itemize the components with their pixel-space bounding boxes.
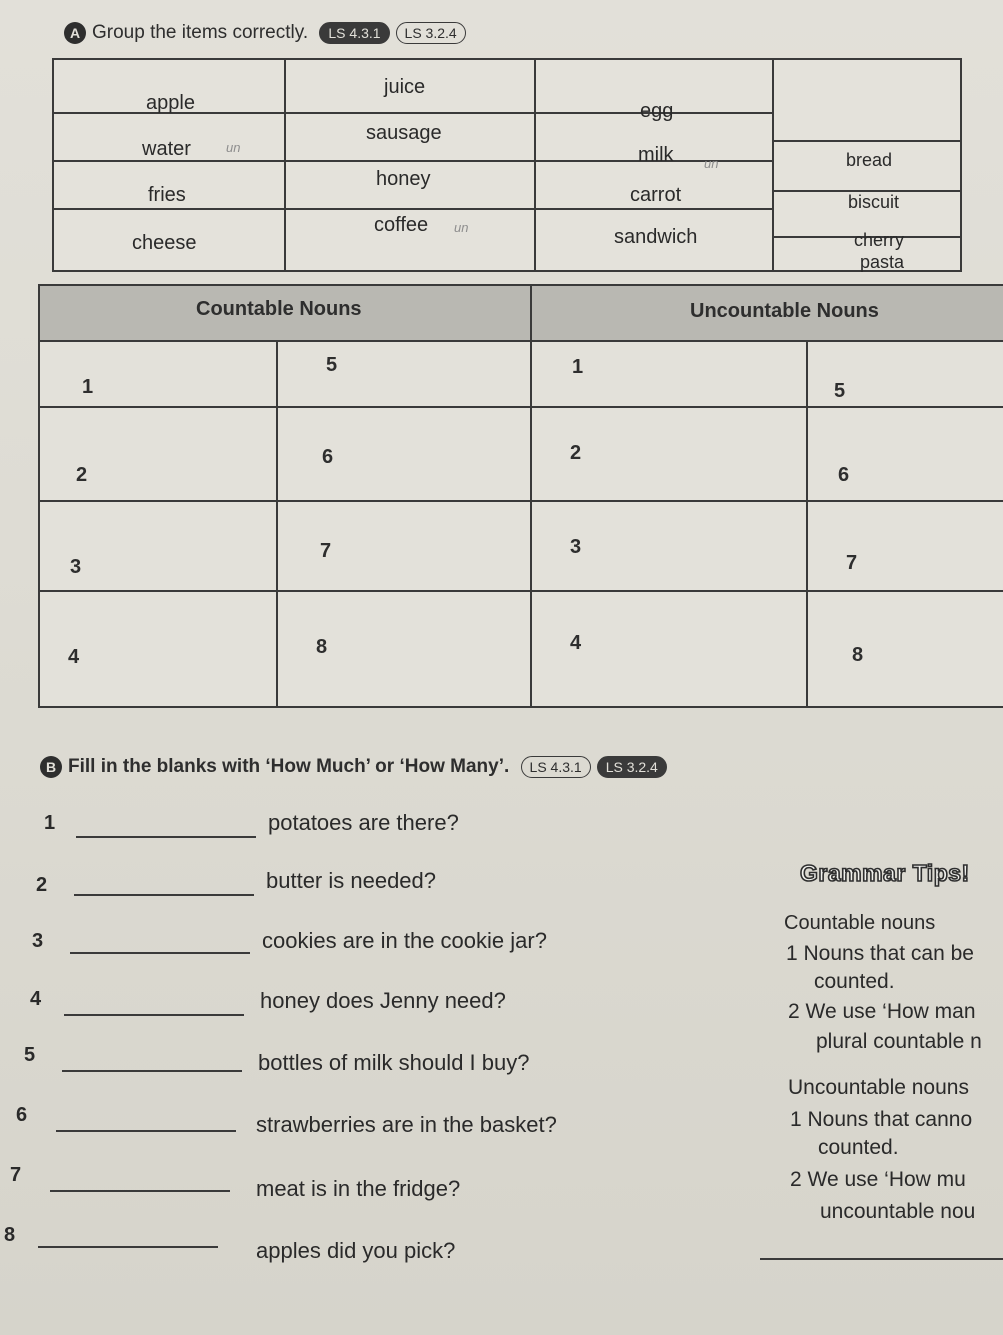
- tips-countable-heading: Countable nouns: [784, 912, 936, 934]
- answer-blank[interactable]: [62, 1070, 242, 1072]
- word-item: sausage: [366, 122, 442, 144]
- answer-blank[interactable]: [56, 1130, 236, 1132]
- word-item: fries: [148, 184, 186, 206]
- blank-cell-number: 7: [846, 552, 858, 574]
- question-number: 8: [4, 1224, 16, 1246]
- question-text: cookies are in the cookie jar?: [262, 928, 547, 953]
- blank-cell-number: 2: [76, 464, 88, 486]
- question-text: butter is needed?: [266, 868, 437, 893]
- section-a-letter: A: [64, 22, 86, 44]
- tips-divider: [760, 1258, 1003, 1260]
- word-item: sandwich: [614, 226, 698, 248]
- question-number: 5: [24, 1044, 36, 1066]
- question-number: 6: [16, 1104, 28, 1126]
- grammar-tips-title: Grammar Tips!: [800, 860, 970, 886]
- tips-countable-2b: plural countable n: [816, 1030, 982, 1053]
- question-number: 3: [32, 930, 44, 952]
- answer-blank[interactable]: [50, 1190, 230, 1192]
- question-text: bottles of milk should I buy?: [258, 1050, 530, 1075]
- question-text: meat is in the fridge?: [256, 1176, 461, 1201]
- word-item: egg: [640, 100, 674, 122]
- blank-cell-number: 3: [570, 536, 582, 558]
- answer-blank[interactable]: [74, 894, 254, 896]
- tips-uncountable-2b: uncountable nou: [820, 1200, 976, 1223]
- question-text: honey does Jenny need?: [260, 988, 506, 1013]
- tips-countable-2: 2 We use ‘How man: [788, 1000, 976, 1023]
- handwritten-note: un: [454, 220, 469, 235]
- word-item: milk: [638, 144, 674, 166]
- section-b-heading: [40, 756, 667, 778]
- blank-cell-number: 5: [326, 354, 338, 376]
- answer-blank[interactable]: [70, 952, 250, 954]
- blank-cell-number: 2: [570, 442, 582, 464]
- code-badge: LS 4.3.1: [521, 756, 591, 778]
- word-item: juice: [384, 76, 426, 98]
- word-item: bread: [846, 150, 893, 170]
- uncountable-header: Uncountable Nouns: [690, 300, 879, 322]
- tips-countable-1b: counted.: [814, 970, 895, 993]
- handwritten-note: un: [226, 140, 241, 155]
- word-item: carrot: [630, 184, 682, 206]
- question-text: potatoes are there?: [268, 810, 459, 835]
- word-bank: [52, 58, 962, 272]
- question-number: 2: [36, 874, 48, 896]
- question-number: 4: [30, 988, 42, 1010]
- blank-cell-number: 8: [316, 636, 328, 658]
- code-badge: LS 3.2.4: [597, 756, 667, 778]
- noun-table: [38, 284, 1003, 708]
- question-text: apples did you pick?: [256, 1238, 456, 1263]
- blank-cell-number: 1: [82, 376, 94, 398]
- handwritten-note: un: [704, 156, 719, 171]
- question-number: 1: [44, 812, 56, 834]
- word-item: pasta: [860, 252, 905, 272]
- tips-countable-1: 1 Nouns that can be: [786, 942, 974, 965]
- section-b-instruction: Fill in the blanks with ‘How Much’ or ‘How Many’.: [68, 756, 510, 778]
- section-a-heading: [64, 22, 466, 44]
- blank-cell-number: 4: [570, 632, 582, 654]
- blank-cell-number: 6: [322, 446, 334, 468]
- section-b-letter: B: [40, 756, 62, 778]
- blank-cell-number: 5: [834, 380, 846, 402]
- tips-uncountable-1b: counted.: [818, 1136, 899, 1159]
- tips-uncountable-heading: Uncountable nouns: [788, 1076, 969, 1099]
- tips-uncountable-2: 2 We use ‘How mu: [790, 1168, 966, 1191]
- word-item: coffee: [374, 214, 429, 236]
- blank-cell-number: 3: [70, 556, 82, 578]
- blank-cell-number: 4: [68, 646, 80, 668]
- word-item: biscuit: [848, 192, 900, 212]
- blank-cell-number: 7: [320, 540, 332, 562]
- answer-blank[interactable]: [38, 1246, 218, 1248]
- answer-blank[interactable]: [64, 1014, 244, 1016]
- word-item: honey: [376, 168, 431, 190]
- word-item: cheese: [132, 232, 197, 254]
- code-badge: LS 3.2.4: [396, 22, 466, 44]
- word-item: water: [142, 138, 191, 160]
- section-a-instruction: Group the items correctly.: [92, 22, 309, 44]
- tips-uncountable-1: 1 Nouns that canno: [790, 1108, 973, 1131]
- blank-cell-number: 6: [838, 464, 850, 486]
- countable-header: Countable Nouns: [196, 298, 362, 320]
- answer-blank[interactable]: [76, 836, 256, 838]
- question-number: 7: [10, 1164, 22, 1186]
- code-badge: LS 4.3.1: [319, 22, 389, 44]
- blank-cell-number: 1: [572, 356, 584, 378]
- blank-cell-number: 8: [852, 644, 864, 666]
- word-item: cherry: [854, 230, 905, 250]
- word-item: apple: [146, 92, 195, 114]
- question-text: strawberries are in the basket?: [256, 1112, 557, 1137]
